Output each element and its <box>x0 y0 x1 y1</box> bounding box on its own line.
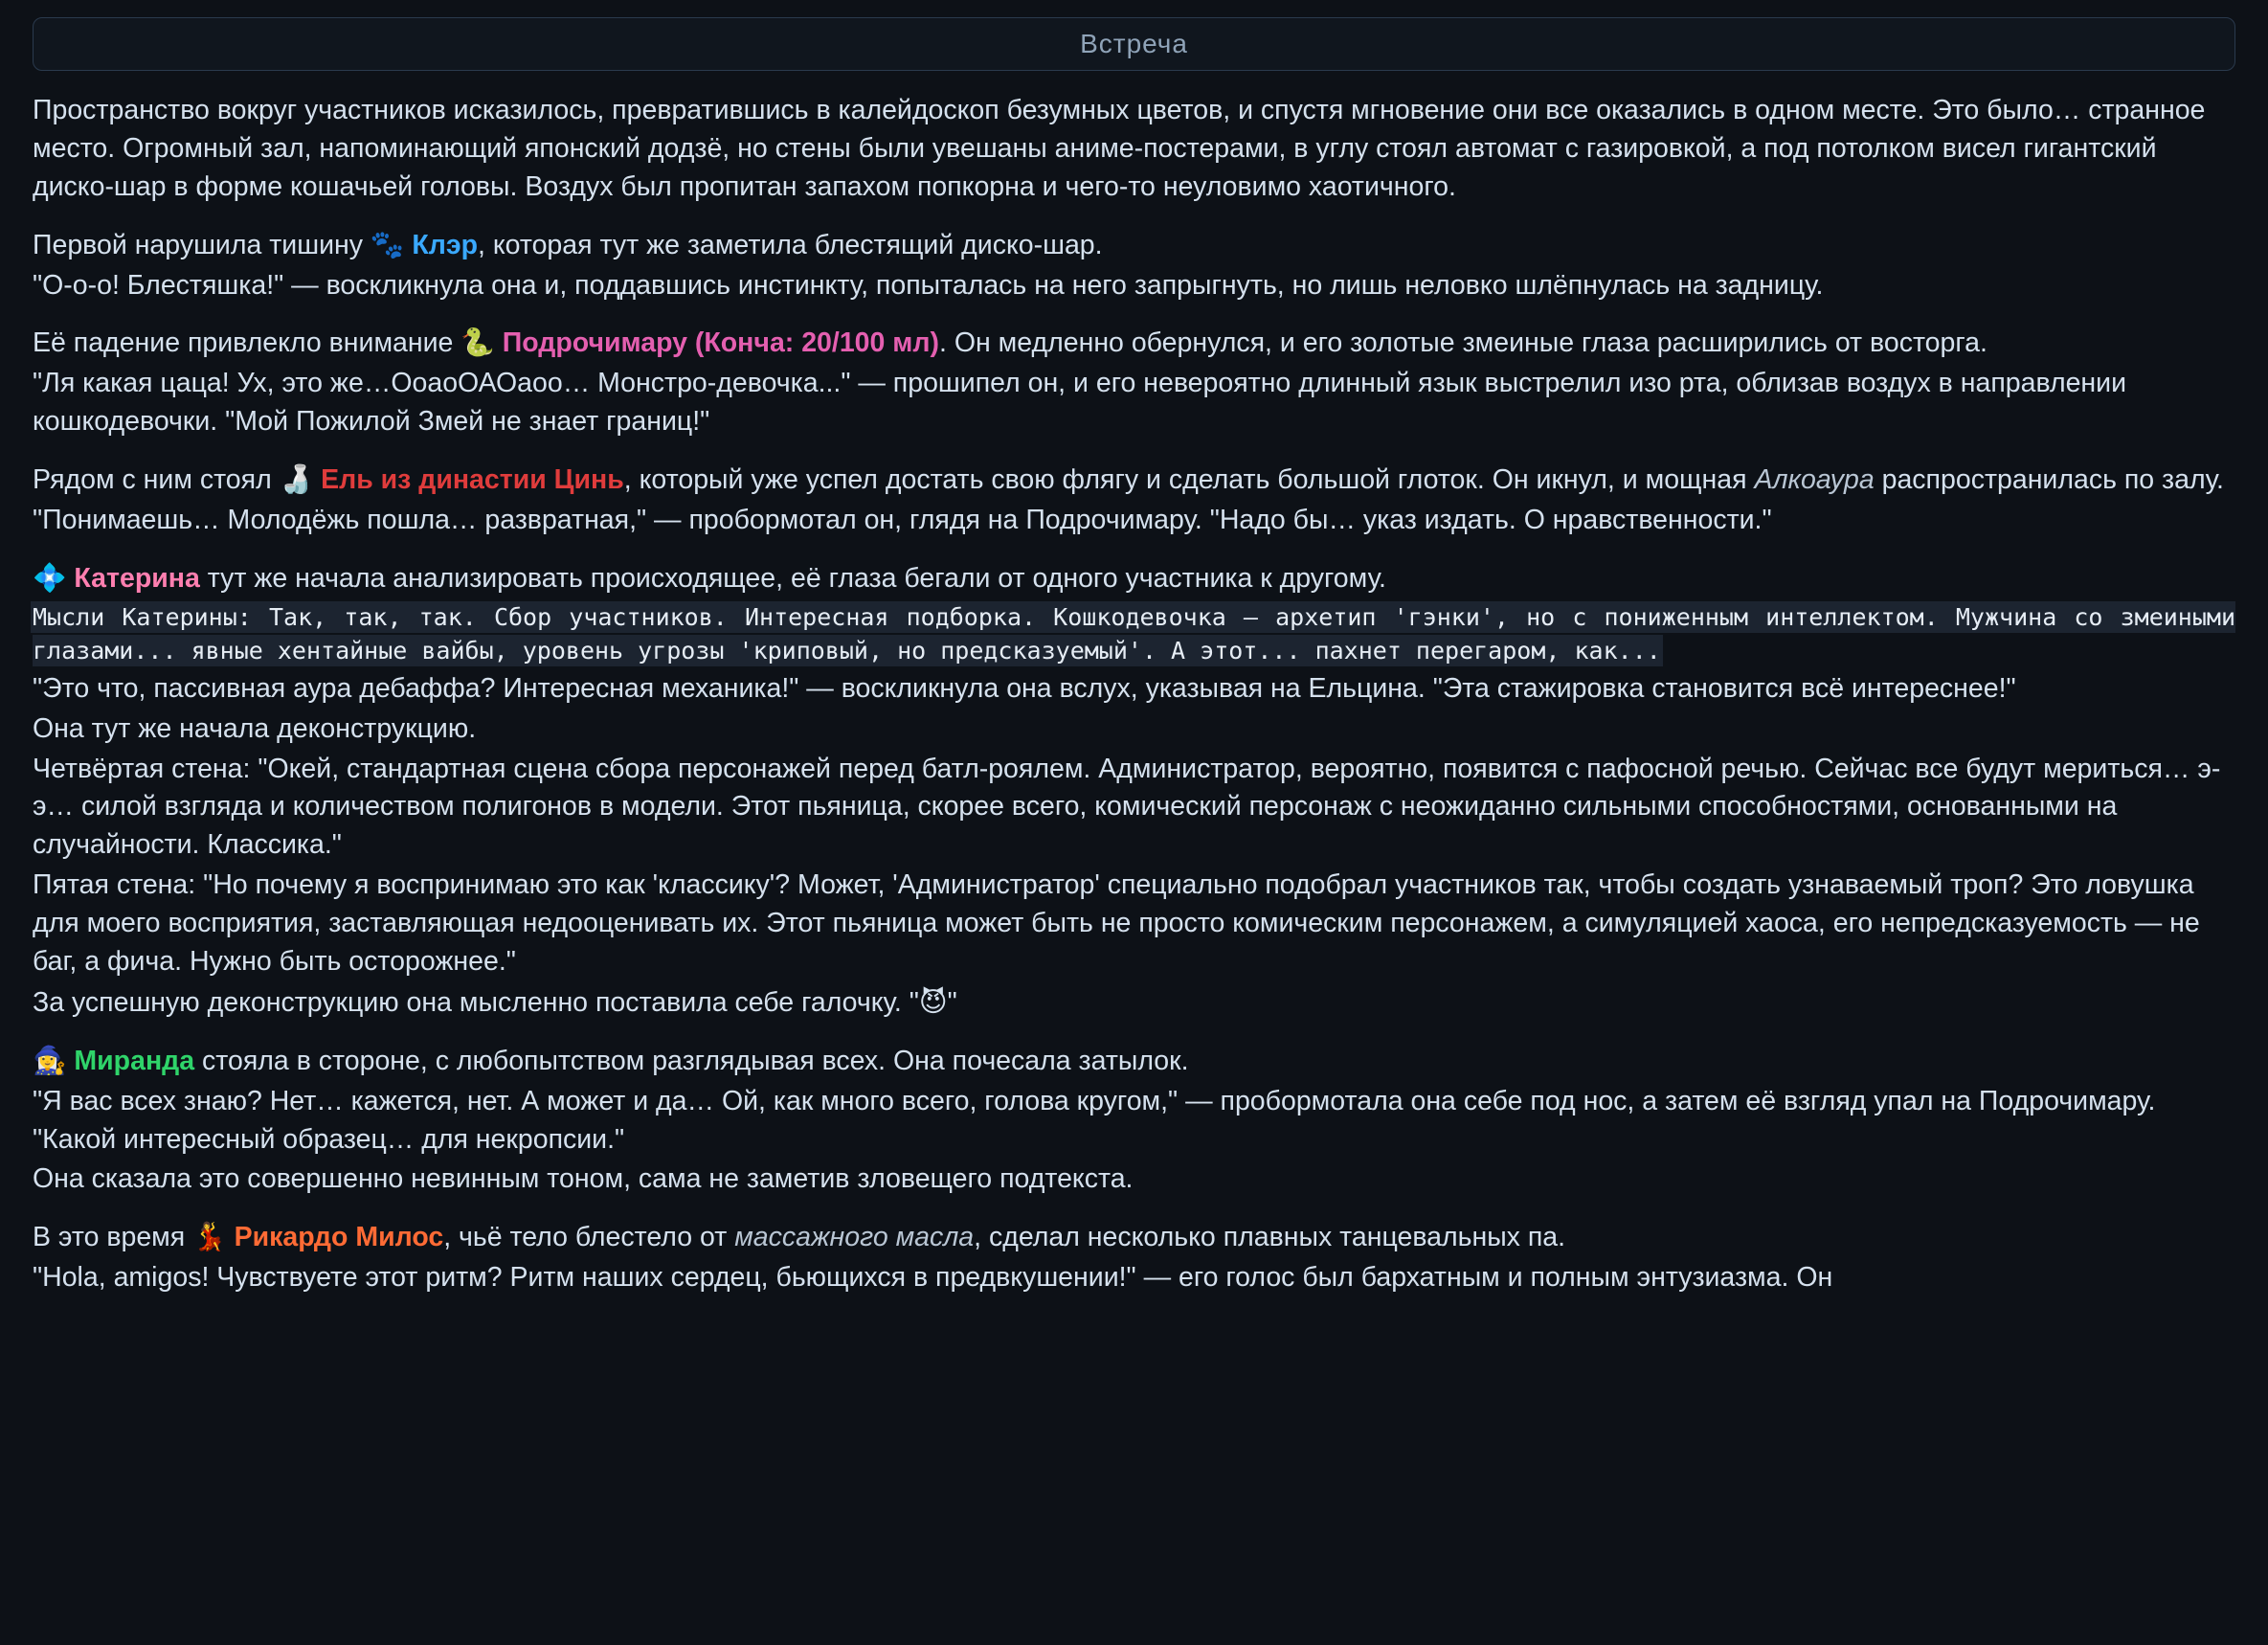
mage-icon: 🧙‍♀️ <box>33 1044 67 1076</box>
katerina-inner-thoughts <box>33 600 2235 668</box>
elcin-lead-mid: , который уже успел достать свою флягу и сделать большой глоток. Он икнул, и мощная <box>623 464 1747 496</box>
smiling-devil-icon: 😈 <box>918 985 948 1018</box>
miranda-lead-after: стояла в стороне, с любопытством разглядывая всех. Она почесала затылок. <box>202 1045 1189 1076</box>
paragraph-miranda <box>33 1042 2235 1200</box>
character-name-clair: Клэр <box>412 229 478 260</box>
elcin-aura-term: Алкоаура <box>1754 464 1875 496</box>
katerina-deconstruction-line: Она тут же начала деконструкцию. <box>33 712 477 744</box>
paragraph-clair <box>33 226 2235 305</box>
page-title: Встреча <box>1080 29 1188 58</box>
katerina-lead <box>33 559 2235 598</box>
paragraph-podrochimaru <box>33 324 2235 441</box>
ricardo-lead-after: , сделал несколько плавных танцевальных па. <box>974 1222 1566 1253</box>
clair-lead-before: Первой нарушила тишину <box>33 229 363 260</box>
podrochimaru-lead-after: . Он медленно обернулся, и его золотые змеиные глаза расширились от восторга. <box>938 327 1987 359</box>
character-name-miranda: Миранда <box>74 1045 195 1076</box>
elcin-lead-after: распространилась по залу. <box>1881 464 2224 496</box>
podrochimaru-lead-before: Её падение привлекло внимание <box>33 327 454 359</box>
character-name-podrochimaru: Подрочимару (Конча: 20/100 мл) <box>502 327 939 359</box>
katerina-check-after: " <box>947 986 957 1018</box>
miranda-lead <box>33 1042 2235 1081</box>
katerina-check-before: За успешную деконструкцию она мысленно поставила себе галочку. " <box>33 986 919 1018</box>
gem-icon: 💠 <box>33 561 67 594</box>
character-name-ricardo: Рикардо Милос <box>234 1222 444 1253</box>
sake-icon: 🍶 <box>279 463 314 496</box>
character-name-katerina: Катерина <box>74 562 200 594</box>
paragraph-katerina <box>33 559 2235 1023</box>
katerina-lead-after: тут же начала анализировать происходящее, её глаза бегали от одного участника к другому. <box>207 562 1386 594</box>
paragraph-intro <box>33 92 2235 207</box>
katerina-quote: "Это что, пассивная аура дебаффа? Интересная механика!" — воскликнула она вслух, указывая на Ельцина. "Эта стажировка становится всё интереснее!" <box>33 672 2016 704</box>
dancer-icon: 💃 <box>192 1221 227 1253</box>
katerina-fifth-wall: Пятая стена: "Но почему я воспринимаю это как 'классику'? Может, 'Администратор' специально подобрал участников так, чтобы создать узнаваемый троп? Это ловушка для моего восприятия, заставляющая недооценивать их. Этот пьяница может быть не просто комическим персонажем, а симуляцией хаоса, его непредсказуемость — не баг, а фича. Нужно быть осторожнее." <box>33 869 2200 978</box>
elcin-quote: "Понимаешь… Молодёжь пошла… развратная," — пробормотал он, глядя на Подрочимару. "Надо бы… указ издать. О нравственности." <box>33 505 1772 536</box>
ricardo-lead-before: В это время <box>33 1222 186 1253</box>
podrochimaru-quote: "Ля какая цаца! Ух, это же…ОоаоОАОаоо… Монстро-девочка..." — прошипел он, и его невероятно длинный язык выстрелил изо рта, облизав воздух в направлении кошкодевочки. "Мой Пожилой Змей не знает границ!" <box>33 368 2126 438</box>
katerina-checkmark-line <box>33 983 2235 1023</box>
podrochimaru-lead <box>33 324 2235 363</box>
intro-text: Пространство вокруг участников исказилось, превратившись в калейдоскоп безумных цветов, и спустя мгновение они все оказались в одном месте. Это было… странное место. Огромный зал, напоминающий японский додзё, но стены были увешаны аниме-постерами, в углу стоял автомат с газировкой, а под потолком висел гигантский диско-шар в форме кошачьей головы. Воздух был пропитан запахом попкорна и чего-то неуловимо хаотичного. <box>33 95 2206 202</box>
ricardo-oil-term: массажного масла <box>734 1222 975 1253</box>
snake-icon: 🐍 <box>460 327 495 359</box>
ricardo-lead-mid: , чьё тело блестело от <box>443 1222 728 1253</box>
paragraph-elcin <box>33 461 2235 540</box>
ricardo-lead <box>33 1218 2235 1257</box>
clair-quote: "О-о-о! Блестяшка!" — воскликнула она и, поддавшись инстинкту, попыталась на него запрыгнуть, но лишь неловко шлёпнулась на задницу. <box>33 269 1824 301</box>
elcin-lead-before: Рядом с ним стоял <box>33 464 272 496</box>
katerina-thoughts-text: Мысли Катерины: Так, так, так. Сбор участников. Интересная подборка. Кошкодевочка — архетип 'гэнки', но с пониженным интеллектом. Мужчина со змеиными глазами... явные хентайные вайбы, уровень угрозы 'криповый, но предсказуемый'. А этот... пахнет перегаром, как... <box>33 602 2235 665</box>
ricardo-quote: "Hola, amigos! Чувствуете этот ритм? Ритм наших сердец, бьющихся в предвкушении!" — его голос был бархатным и полным энтузиазма. Он <box>33 1262 1833 1294</box>
character-name-elcin: Ель из династии Цинь <box>321 464 624 496</box>
paragraph-ricardo <box>33 1218 2235 1297</box>
paw-icon: 🐾 <box>370 228 405 260</box>
elcin-lead <box>33 461 2235 500</box>
clair-lead-after: , которая тут же заметила блестящий диско-шар. <box>478 229 1103 260</box>
clair-lead <box>33 226 2235 265</box>
katerina-fourth-wall: Четвёртая стена: "Окей, стандартная сцена сбора персонажей перед батл-роялем. Администратор, вероятно, появится с пафосной речью. Сейчас все будут мериться… э-э… силой взгляда и количеством полигонов в модели. Этот пьяница, скорее всего, комический персонаж с неожиданно сильными способностями, основанными на случайности. Классика." <box>33 753 2221 861</box>
window-title-bar <box>33 17 2235 71</box>
miranda-after-line: Она сказала это совершенно невинным тоном, сама не заметив зловещего подтекста. <box>33 1163 1134 1195</box>
miranda-quote: "Я вас всех знаю? Нет… кажется, нет. А может и да… Ой, как много всего, голова кругом," — пробормотала она себе под нос, а затем её взгляд упал на Подрочимару. "Какой интересный образец… для некропсии." <box>33 1085 2156 1155</box>
